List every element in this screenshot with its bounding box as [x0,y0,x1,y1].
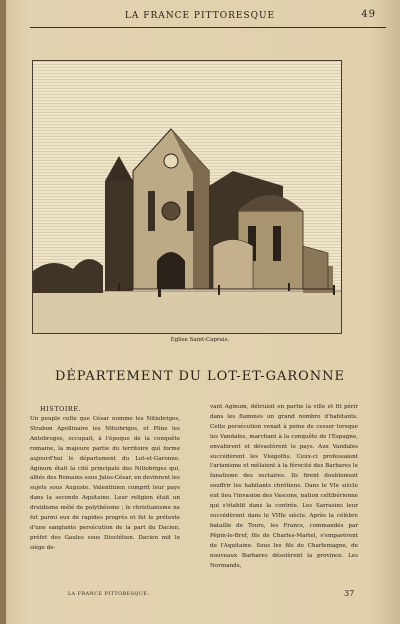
subheading: HISTOIRE. [40,405,82,413]
footer-sheet-number: 37 [344,589,355,598]
church-illustration [33,61,341,333]
page-binding-edge [0,0,6,624]
section-title: DÉPARTEMENT DU LOT-ET-GARONNE [54,369,346,384]
page-number: 49 [361,9,376,20]
footer-running-title: LA FRANCE PITTORESQUE. [68,592,150,597]
header-title: LA FRANCE PITTORESQUE [124,11,276,21]
left-column-text: Un peuple celte que César nomme les Nitiobriges, Strabon Apollinaire les Nitiobriges, et Pline les Antobroges, occupait, à l'époque de la conquête romaine, la majeure partie du territoire qui forme aujourd'hui le département du Lot-et-Garonne. Aginum était la cité principale des Nitiobriges qui, alliés des Romains sous Jules-César, en devinrent les sujets sous Auguste. Valentinien comprit leur pays dans la seconde Aquitaine. Leur religion était un druidisme mêlé de polythéisme ; le christianisme ne fut parmi eux de rapides progrès et fut le prétexte d'une sanglante persécution de la part du Dacien, préfet des Gaules sous Dioclétien. Dacien mit le siège de- [30,416,180,551]
right-text-column [210,403,358,571]
church-engraving [32,60,342,334]
right-column-text: vant Aginum, détruisit en partie la ville et fit périr dans les flammes un grand nombre d'habitants. Cette persécution venait à peine de cesser lorsque les Vandales, marchant à la conquête de l'Espagne, envahirent et dévastèrent le pays. Aux Vandales succédèrent les Visigoths. Ceux-ci professaient l'arianisme et mêlaient à la férocité des Barbares le fanatisme des sectaires. Ils firent doublement souffrir les habitants chrétiens. Dans le VIe siècle eut lieu l'invasion des Vascons, nation celtibérienne qui s'établit dans la contrée. Les Sarrasins leur succédèrent dans le VIIIe siècle. Après la célèbre bataille de Tours, les Francs, commandés par Pépin-le-Bref, fils de Charles-Martel, s'emparèrent de l'Aquitaine. Sous les fils de Charlemagne, de nouveaux Barbares désolèrent la province. Les Normands, [210,404,358,569]
left-text-column [30,403,180,554]
header-rule [30,27,386,28]
running-header [20,9,380,25]
illustration-caption: Eglise Saint-Caprais. [170,337,230,343]
